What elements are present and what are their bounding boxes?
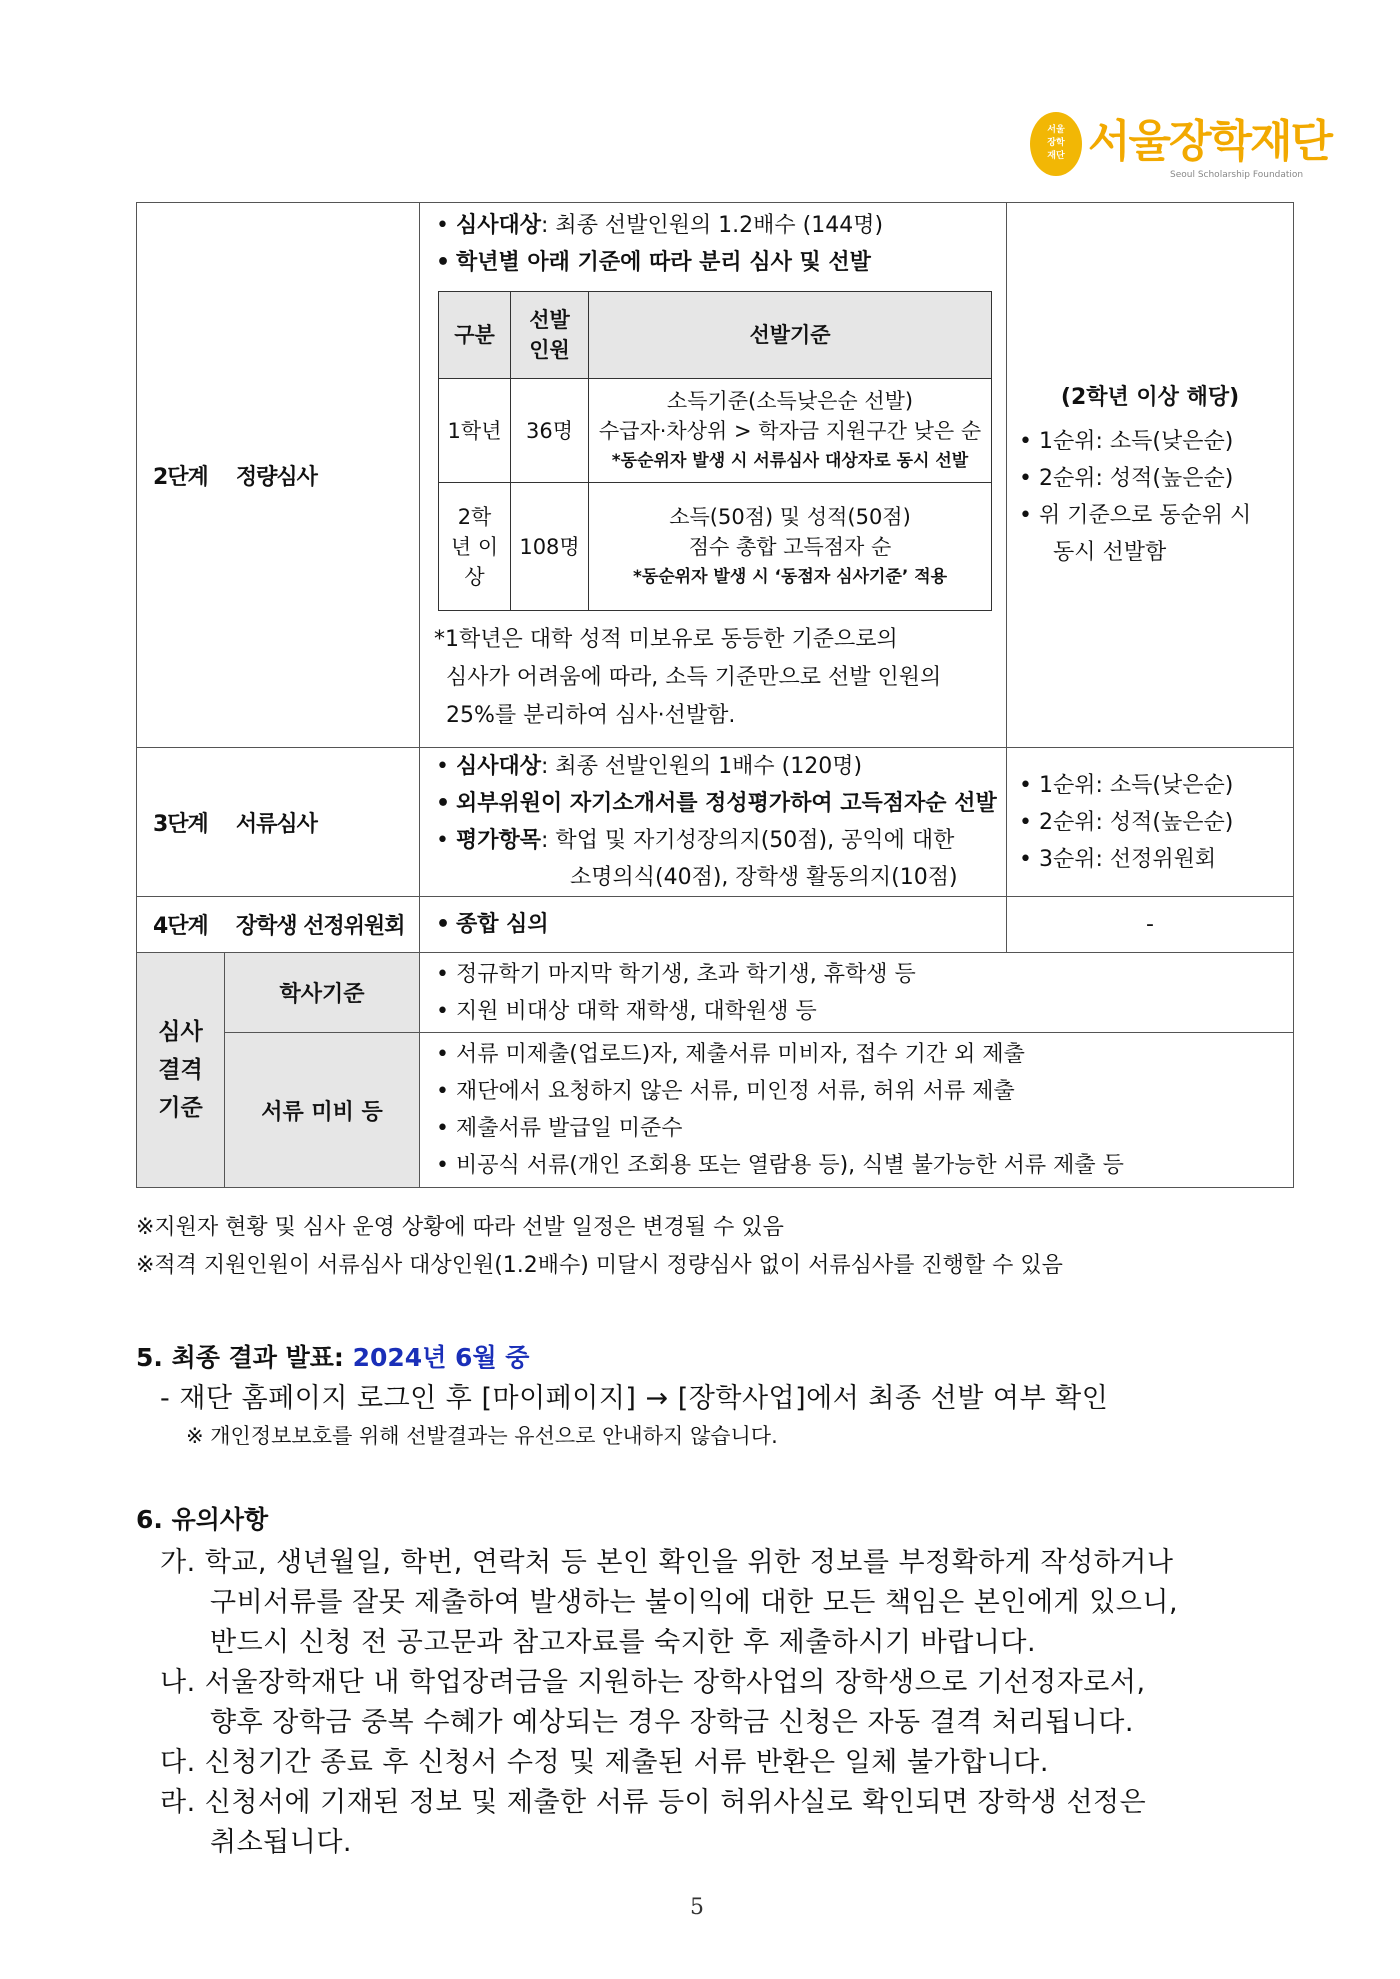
stage3-label: 3단계 [153, 811, 208, 837]
selection-process-table [136, 202, 1294, 1188]
stage3-rank2: • 2순위: 성적(높은순) [1017, 804, 1293, 841]
stage4-bullet: • 종합 심의 [434, 906, 1006, 943]
section6-item-ga-cont: 반드시 신청 전 공고문과 참고자료를 숙지한 후 제출하시기 바랍니다. [210, 1627, 1037, 1658]
inner-grade1-criteria: 소득기준(소득낮은순 선발) 수급자·차상위 > 학자금 지원구간 낮은 순 *동순위자 발생 시 서류심사 대상자로 동시 선발 [589, 379, 992, 483]
stage2-rank2: • 2순위: 성적(높은순) [1017, 460, 1293, 497]
stage2-row [137, 203, 1294, 748]
stage2-rank3-cont: 동시 선발함 [1053, 539, 1167, 565]
logo-name: 서울장학재단 [1088, 116, 1332, 167]
section5-title: 5. 최종 결과 발표: [136, 1343, 344, 1372]
stage3-bullet-items: • 평가항목: 학업 및 자기성장의지(50점), 공익에 대한 [434, 822, 1006, 859]
section5-note: ※ 개인정보보호를 위해 선발결과는 유선으로 안내하지 않습니다. [186, 1424, 778, 1448]
stage2-name: 정량심사 [235, 464, 317, 490]
stage2-content [420, 203, 1007, 748]
section5-date: 2024년 6월 중 [352, 1343, 530, 1372]
section6-item-ga: 가. 학교, 생년월일, 학번, 연락처 등 본인 확인을 위한 정보를 부정확하게 작성하거나 [160, 1547, 1174, 1578]
stage4-name: 장학생 선정위원회 [235, 914, 405, 939]
inner-grade2: 2학년 이상 [439, 483, 511, 611]
disq-docs-content [420, 1033, 1294, 1188]
inner-grade1-count: 36명 [511, 379, 589, 483]
disq-label: 심사 결격 기준 [137, 953, 225, 1188]
disq-docs-item: • 서류 미제출(업로드)자, 제출서류 미비자, 접수 기간 외 제출 [434, 1036, 1293, 1073]
section5-heading [136, 1338, 529, 1374]
section6-item-ra: 라. 신청서에 기재된 정보 및 제출한 서류 등이 허위사실로 확인되면 장학생 선정은 [160, 1787, 1147, 1818]
section6-item-na-cont: 향후 장학금 중복 수혜가 예상되는 경우 장학금 신청은 자동 결격 처리됩니다. [210, 1707, 1134, 1738]
stage2-label-cell [137, 203, 420, 748]
stage3-content [420, 748, 1007, 897]
stage3-bullet-items-cont: 소명의식(40점), 장학생 활동의지(10점) [570, 865, 958, 890]
inner-grade2-count: 108명 [511, 483, 589, 611]
section6-item-ga-cont: 구비서류를 잘못 제출하여 발생하는 불이익에 대한 모든 책임은 본인에게 있으니, [210, 1587, 1179, 1618]
stage3-row [137, 748, 1294, 897]
stage4-content [420, 897, 1007, 953]
section6-item-na: 나. 서울장학재단 내 학업장려금을 지원하는 장학사업의 장학생으로 기선정자로서, [160, 1667, 1146, 1698]
stage4-label: 4단계 [153, 914, 208, 939]
stage2-bullet-target: • 심사대상: 최종 선발인원의 1.2배수 (144명) [434, 207, 1006, 244]
disq-docs-row [137, 1033, 1294, 1188]
stage3-rank3: • 3순위: 선정위원회 [1017, 841, 1293, 878]
stage2-label: 2단계 [153, 464, 208, 490]
inner-header-criteria: 선발기준 [589, 292, 992, 379]
stage2-rank1: • 1순위: 소득(낮은순) [1017, 423, 1293, 460]
stage2-bullet-criteria: • 학년별 아래 기준에 따라 분리 심사 및 선발 [434, 244, 1006, 281]
logo-emblem-text: 서울 장학 재단 [1047, 125, 1065, 161]
disq-academic-item: • 정규학기 마지막 학기생, 초과 학기생, 휴학생 등 [434, 956, 1293, 993]
stage2-rank3: • 위 기준으로 동순위 시 [1017, 497, 1293, 534]
stage3-bullet-method: • 외부위원이 자기소개서를 정성평가하여 고득점자순 선발 [434, 785, 1006, 822]
disq-academic-row [137, 953, 1294, 1033]
logo-subtitle: Seoul Scholarship Foundation [1170, 170, 1304, 180]
stage3-bullet-target: • 심사대상: 최종 선발인원의 1배수 (120명) [434, 748, 1006, 785]
stage2-note: *1학년은 대학 성적 미보유로 동등한 기준으로의 심사가 어려움에 따라, 소득 기준만으로 선발 인원의 25%를 분리하여 심사·선발함. [434, 627, 942, 728]
disq-docs-label: 서류 미비 등 [225, 1033, 420, 1188]
stage3-rank1: • 1순위: 소득(낮은순) [1017, 767, 1293, 804]
section5-line: - 재단 홈페이지 로그인 후 [마이페이지] → [장학사업]에서 최종 선발 여부 확인 [160, 1383, 1109, 1414]
inner-grade2-criteria: 소득(50점) 및 성적(50점) 점수 총합 고득점자 순 *동순위자 발생 시 ‘동점자 심사기준’ 적용 [589, 483, 992, 611]
section6-heading: 6. 유의사항 [136, 1505, 269, 1534]
grade-criteria-table [438, 291, 992, 611]
disq-docs-item: • 비공식 서류(개인 조회용 또는 열람용 등), 식별 불가능한 서류 제출 등 [434, 1147, 1293, 1184]
stage4-label-cell [137, 897, 420, 953]
stage4-row [137, 897, 1294, 953]
disq-academic-item: • 지원 비대상 대학 재학생, 대학원생 등 [434, 993, 1293, 1030]
inner-grade1: 1학년 [439, 379, 511, 483]
disq-academic-content [420, 953, 1294, 1033]
page-number: 5 [690, 1895, 704, 1920]
section6-item-ra-cont: 취소됩니다. [210, 1827, 352, 1858]
disq-academic-label: 학사기준 [225, 953, 420, 1033]
note-schedule-change: ※지원자 현황 및 심사 운영 상황에 따라 선발 일정은 변경될 수 있음 [136, 1215, 784, 1240]
foundation-logo [1030, 112, 1332, 184]
inner-header-division: 구분 [439, 292, 511, 379]
section6-item-da: 다. 신청기간 종료 후 신청서 수정 및 제출된 서류 반환은 일체 불가합니다. [160, 1747, 1049, 1778]
stage3-name: 서류심사 [235, 811, 317, 837]
disq-docs-item: • 재단에서 요청하지 않은 서류, 미인정 서류, 허위 서류 제출 [434, 1073, 1293, 1110]
stage3-label-cell [137, 748, 420, 897]
stage2-tiebreak [1007, 203, 1294, 748]
inner-header-headcount: 선발 인원 [511, 292, 589, 379]
disq-docs-item: • 제출서류 발급일 미준수 [434, 1110, 1293, 1147]
stage4-tiebreak: - [1007, 897, 1294, 953]
stage2-tiebreak-title: (2학년 이상 해당) [1060, 384, 1240, 410]
note-skip-quantitative: ※적격 지원인원이 서류심사 대상인원(1.2배수) 미달시 정량심사 없이 서류심사를 진행할 수 있음 [136, 1253, 1063, 1278]
stage3-tiebreak [1007, 748, 1294, 897]
logo-emblem [1030, 112, 1082, 176]
